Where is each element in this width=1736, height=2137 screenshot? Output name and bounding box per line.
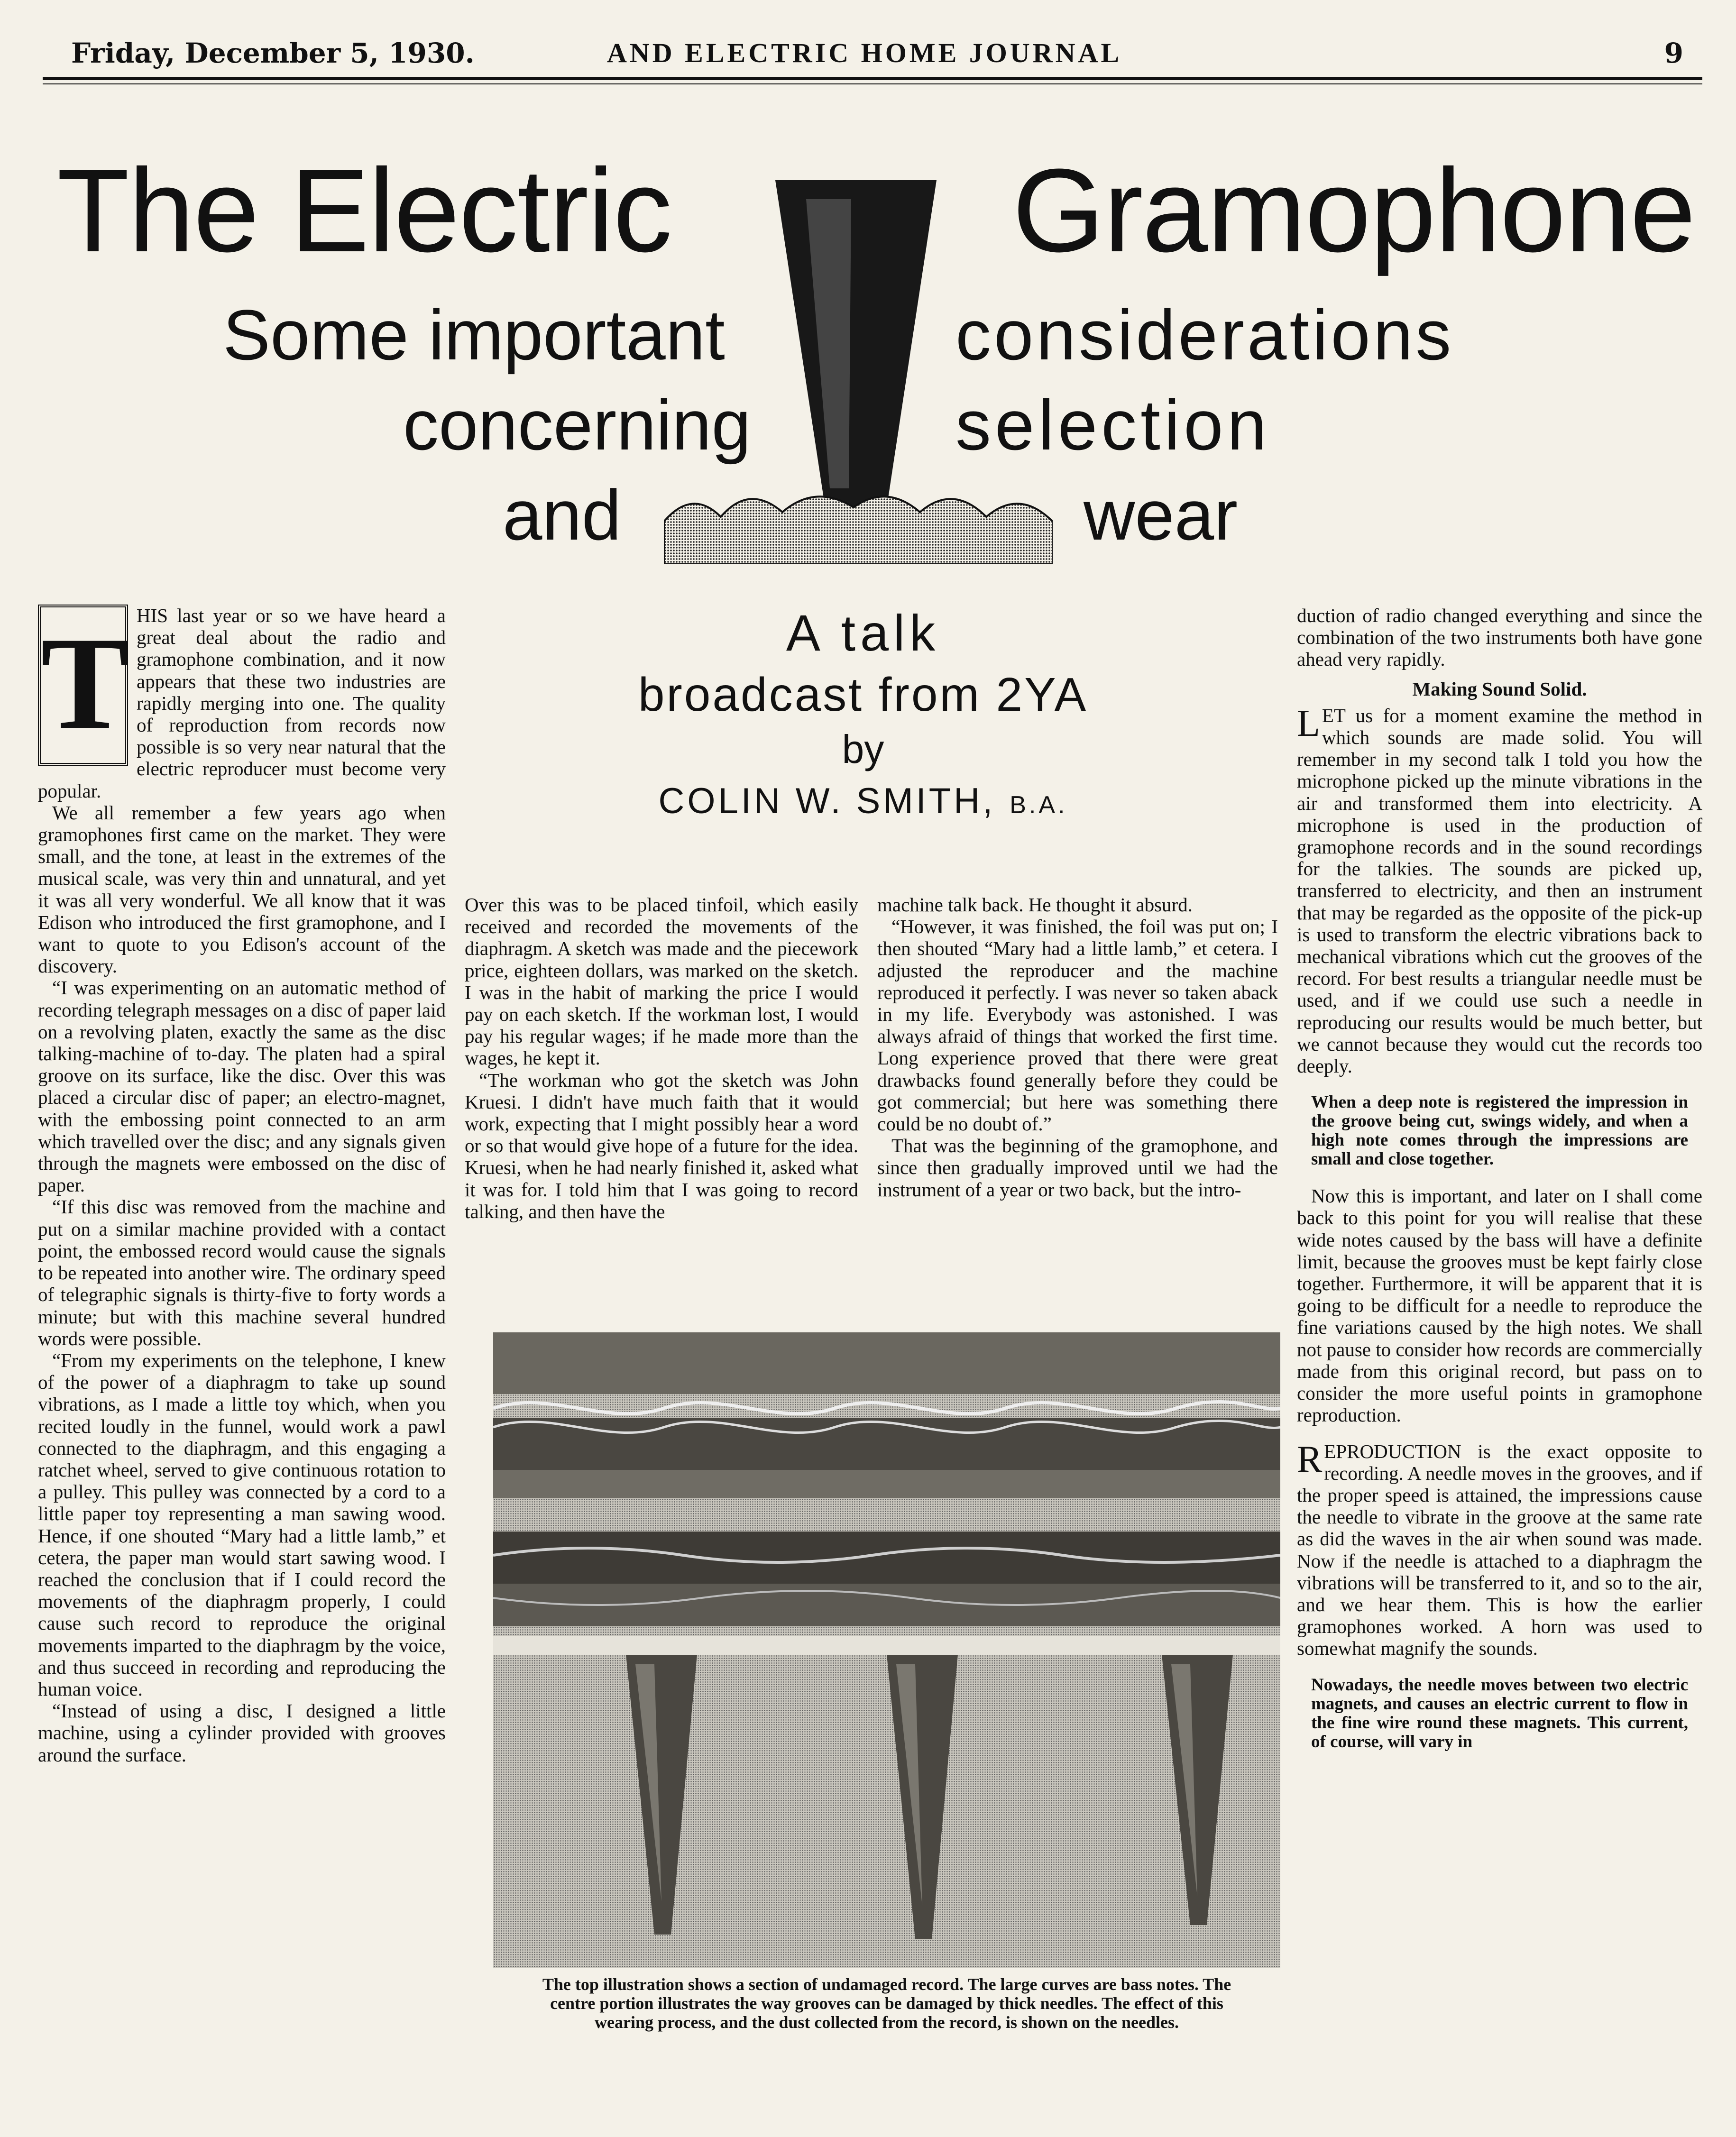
col1-paragraph: “If this disc was removed from the machine and put on a similar machine provided with a contact point, the embossed record would cause the signals to be repeated into another wire. The ordinary speed of telegraphic signals is thirty-five to forty words a minute; but with this machine several hundred words were possible. <box>38 1196 446 1349</box>
col4-paragraph: duction of radio changed everything and since the combination of the two instruments both have gone ahead very rapidly. <box>1297 605 1702 670</box>
issue-date: Friday, December 5, 1930. <box>71 37 475 69</box>
figure-caption: The top illustration shows a section of undamaged record. The large curves are bass notes. The centre portion illustrates the way grooves can be damaged by thick needles. The effect of this wearing process, and the dust collected from the record, is shown on the needles. <box>542 1975 1231 2032</box>
pull-quote: Nowadays, the needle moves between two electric magnets, and causes an electric current to flow in the fine wire round these magnets. This current, of course, will vary in <box>1311 1675 1688 1752</box>
subtitle-line3-left: and <box>503 475 622 555</box>
col4-paragraph: ET us for a moment examine the method in which sounds are made solid. You will remember in my second talk I told you how the microphone picked up the minute vibrations in the air and transformed them into electricity. A microphone is used in the production of gramophone records and in the sound recordings for the talkies. The sounds are picked up, transferred to electricity, and then an instrument that may be regarded as the opposite of the pick-up is used to transform the electric vibrations back to mechanical vibrations which cut the grooves of the record. For best results a triangular needle must be used, and if we could use such a needle in reproducing our results would be much better, but we cannot because they would cut the records too deeply. <box>1297 704 1702 1077</box>
article-column-1 <box>38 605 446 1766</box>
record-groove-illustration <box>493 1332 1280 1968</box>
byline-block <box>460 602 1266 834</box>
drop-cap-t: T <box>38 605 128 766</box>
subtitle-line3-right: wear <box>1084 475 1238 555</box>
title-left: The Electric <box>57 144 671 276</box>
subtitle-line2-right: selection <box>955 385 1271 465</box>
subtitle-line1-right: considerations <box>955 295 1454 375</box>
journal-name: AND ELECTRIC HOME JOURNAL <box>607 37 1122 68</box>
author-degree: B.A. <box>1010 791 1068 819</box>
header-rule-thin <box>43 83 1702 84</box>
needle-emblem-illustration <box>664 156 1053 564</box>
drop-cap-r: R <box>1297 1438 1323 1480</box>
byline-broadcast: broadcast from 2YA <box>638 668 1088 721</box>
page-number: 9 <box>1664 37 1683 69</box>
title-right: Gramophone <box>1012 144 1695 276</box>
subtitle-line2-left: concerning <box>403 385 751 465</box>
col1-paragraph: “I was experimenting on an automatic method of recording telegraph messages on a disc of paper laid on a revolving platen, exactly the same as the disc talking-machine of to-day. The platen had a spiral groove on its surface, like the disc. Over this was placed a circular disc of paper; an electro-magnet, with the embossing point connected to an arm which travelled over the disc; and any signals given through the magnets were embossed on the disc of paper. <box>38 977 446 1196</box>
col1-paragraph: “Instead of using a disc, I designed a little machine, using a cylinder provided with grooves around the surface. <box>38 1700 446 1766</box>
drop-cap-l: L <box>1297 702 1320 744</box>
col1-paragraph: HIS last year or so we have heard a great deal about the radio and gramophone combination, and it now appears that these two industries are rapidly merging into one. The quality of reproduction from records now possible is so very near natural that the electric reproducer must become very popular. <box>38 605 446 802</box>
byline-by: by <box>842 727 884 771</box>
article-column-3 <box>877 894 1278 1201</box>
col4-paragraph: EPRODUCTION is the exact opposite to recording. A needle moves in the grooves, and if the proper speed is attained, the impressions cause the needle to vibrate in the groove at the same rate as did the waves in the air when sound was made. Now if the needle is attached to a diaphragm the vibrations will be transferred to it, and so to the air, and we hear them. This is how the earlier gramophones worked. A horn was used to somewhat magnify the sounds. <box>1297 1440 1702 1660</box>
article-column-4 <box>1297 605 1702 1768</box>
author-name: COLIN W. SMITH, <box>658 781 996 821</box>
col2-paragraph: Over this was to be placed tinfoil, which easily received and recorded the movements of the diaphragm. A sketch was made and the piecework price, eighteen dollars, was marked on the sketch. I was in the habit of marking the price I would pay on each sketch. If the workman lost, I would pay his regular wages; if he made more than the wages, he kept it. <box>465 894 858 1069</box>
subtitle-line1-left: Some important <box>223 295 725 375</box>
section-heading: Making Sound Solid. <box>1412 678 1587 700</box>
col3-paragraph: machine talk back. He thought it absurd. <box>877 894 1193 916</box>
article-column-2 <box>465 894 858 1222</box>
header-rule <box>43 77 1702 80</box>
col3-paragraph: That was the beginning of the gramophone, and since then gradually improved until we had the instrument of a year or two back, but the intro- <box>877 1135 1278 1201</box>
col1-paragraph: We all remember a few years ago when gramophones first came on the market. They were small, and the tone, at least in the extremes of the musical scale, was very thin and unnatural, and yet it was all very wonderful. We all know that it was Edison who introduced the first gramophone, and I want to quote to you Edison's account of the discovery. <box>38 801 446 977</box>
byline-talk: A talk <box>786 604 940 661</box>
col2-paragraph: “The workman who got the sketch was John Kruesi. I didn't have much faith that it would work, expecting that I might possibly hear a word or so that would give hope of a future for the idea. Kruesi, when he had nearly finished it, asked what it was for. I told him that I was going to record talking, and then have the <box>465 1069 858 1222</box>
col4-paragraph: Now this is important, and later on I shall come back to this point for you will realise that these wide notes caused by the bass will have a definite limit, because the grooves must be kept fairly close together. Furthermore, it will be apparent that it is going to be difficult for a needle to reproduce the fine variations caused by the high notes. We shall not pause to consider how records are commercially made from this original record, but pass on to consider the more useful points in gramophone reproduction. <box>1297 1185 1702 1426</box>
byline-author <box>460 773 1266 834</box>
col3-paragraph: “However, it was finished, the foil was put on; I then shouted “Mary had a little lamb,” et cetera. I adjusted the reproducer and the machine reproduced it perfectly. I was never so taken aback in my life. Everybody was astonished. I was always afraid of things that worked the first time. Long experience proved that there were great drawbacks found generally before they could be got commercial; but here was something there could be no doubt of.” <box>877 916 1278 1135</box>
col1-paragraph: “From my experiments on the telephone, I knew of the power of a diaphragm to take up sound vibrations, as I made a little toy which, when you recited loudly in the funnel, would work a pawl connected to the diaphragm, and this engaging a ratchet wheel, served to give continuous rotation to a pulley. This pulley was connected by a cord to a little paper toy representing a man sawing wood. Hence, if one shouted “Mary had a little lamb,” et cetera, the paper man would start sawing wood. I reached the conclusion that if I could record the movements of the diaphragm properly, I could cause such record to reproduce the original movements imparted to the diaphragm by the voice, and thus succeed in recording and reproducing the human voice. <box>38 1349 446 1700</box>
pull-quote: When a deep note is registered the impression in the groove being cut, swings widely, and when a high note comes through the impressions are small and close together. <box>1311 1092 1688 1169</box>
